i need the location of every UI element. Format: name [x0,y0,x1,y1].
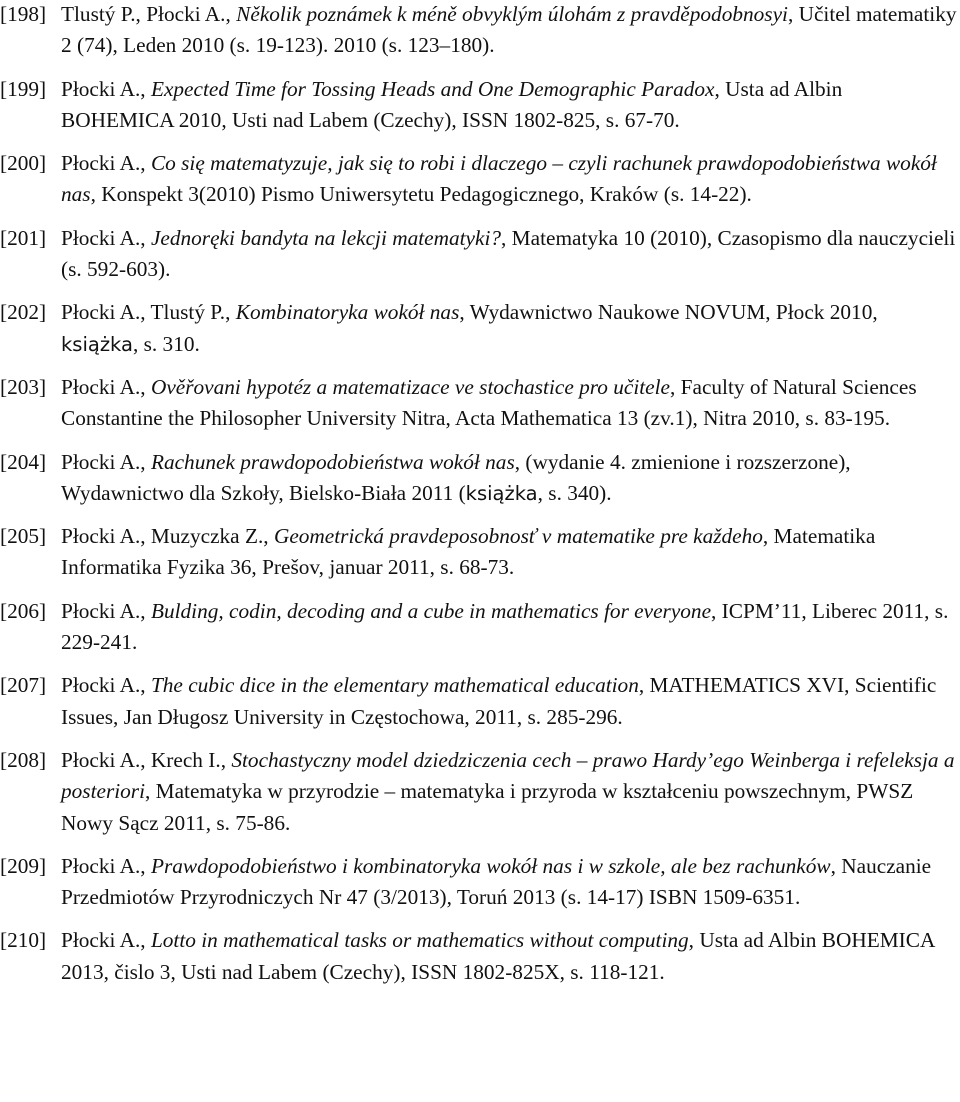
reference-details: , Wydawnictwo Naukowe NOVUM, Płock 2010, [459,300,878,325]
separator: , [140,853,151,878]
reference-title: Geometrická pravdeposobnosť v matematike pre každeho [273,524,763,549]
reference-title: Bulding, codin, decoding and a cube in mathematics for everyone [150,598,712,623]
reference-207 [0,670,960,733]
reference-authors: Tlustý P., Płocki A. [61,2,226,26]
reference-details: , Usta ad Albin BOHEMICA 2013, čislo 3, Usti nad Labem (Czechy), ISSN 1802-825X, s. 118-121. [61,928,935,984]
reference-number: [205] [0,524,47,549]
reference-202 [0,297,960,360]
reference-text [61,297,958,360]
reference-title: Co się matematyzuje, jak się to robi i dlaczego – czyli rachunek prawdopodobieństwa wokół nas [61,151,937,207]
reference-number: [206] [0,598,47,623]
reference-text [61,851,958,914]
reference-authors: Płocki A. [61,598,141,623]
reference-text [61,447,958,510]
separator: , [140,151,151,176]
separator: , [140,449,151,474]
reference-204 [0,447,960,510]
reference-details: , Konspekt 3(2010) Pismo Uniwersytetu Pedagogicznego, Kraków (s. 14-22). [90,182,752,207]
reference-number: [209] [0,853,47,878]
reference-details-end: , s. 310. [132,331,200,356]
reference-text [61,745,958,839]
reference-authors: Płocki A. [61,76,141,101]
reference-title: Stochastyczny model dziedziczenia cech – prawo Hardy’ego Weinberga i refeleksja a posteriori [61,747,955,804]
reference-book-marker: książka [465,481,538,505]
reference-details: , ICPM’11, Liberec 2011, s. 229-241. [61,598,949,655]
reference-details: , Matematika Informatika Fyzika 36, Prešov, januar 2011, s. 68-73. [61,524,876,580]
reference-title: Ověřovani hypotéz a matematizace ve stochastice pro učitele [150,374,670,399]
reference-authors: Płocki A. [61,225,141,250]
reference-authors: Płocki A., Muzyczka Z. [61,524,264,549]
separator: , [140,598,151,623]
reference-title: Prawdopodobieństwo i kombinatoryka wokół nas i w szkole, ale bez rachunków [150,853,831,878]
reference-number: [202] [0,300,47,325]
reference-number: [203] [0,374,47,399]
reference-text [61,74,958,137]
reference-authors: Płocki A. [61,151,141,176]
reference-number: [198] [0,2,47,26]
reference-authors: Płocki A. [61,374,141,399]
reference-authors: Płocki A. [61,928,141,953]
reference-text [61,223,958,286]
reference-title: Jednoręki bandyta na lekcji matematyki? [150,225,502,250]
reference-title: Rachunek prawdopodobieństwa wokół nas [150,449,515,474]
separator: , [225,300,236,325]
reference-details-end: , s. 340). [537,480,612,505]
reference-title: Expected Time for Tossing Heads and One Demographic Paradox [150,76,715,101]
reference-203 [0,372,960,435]
reference-text [61,521,958,584]
reference-text [61,925,958,988]
reference-details: , Matematyka w przyrodzie – matematyka i przyroda w kształceniu powszechnym, PWSZ Nowy Sącz 2011, s. 75-86. [61,779,914,835]
reference-details: , Učitel matematiky 2 (74), Leden 2010 (s. 19-123). 2010 (s. 123–180). [61,2,957,58]
reference-201 [0,223,960,286]
separator: , [140,928,151,953]
reference-details: , Nauczanie Przedmiotów Przyrodniczych Nr 47 (3/2013), Toruń 2013 (s. 14-17) ISBN 1509-6351. [61,853,932,910]
reference-text [61,596,958,659]
separator: , [140,225,151,250]
separator: , [140,673,151,698]
reference-title: Kombinatoryka wokół nas [235,300,460,325]
reference-authors: Płocki A., Krech I. [61,747,221,772]
reference-209 [0,851,960,914]
reference-details: , Matematyka 10 (2010), Czasopismo dla nauczycieli (s. 592-603). [61,225,956,282]
reference-number: [200] [0,151,47,176]
reference-authors: Płocki A. [61,853,141,878]
reference-206 [0,596,960,659]
reference-text [61,148,958,211]
reference-details: , (wydanie 4. zmienione i rozszerzone), Wydawnictwo dla Szkoły, Bielsko-Biała 2011 ( [61,449,851,505]
reference-details: , Faculty of Natural Sciences Constantine the Philosopher University Nitra, Acta Mathematica 13 (zv.1), Nitra 2010, s. 83-195. [61,374,917,431]
reference-198 [0,0,960,62]
reference-210 [0,925,960,988]
separator: , [220,747,232,772]
reference-number: [210] [0,928,47,953]
reference-text [61,670,958,733]
reference-title: Lotto in mathematical tasks or mathematics without computing [150,928,689,953]
separator: , [140,374,151,399]
reference-details: , MATHEMATICS XVI, Scientific Issues, Jan Długosz University in Częstochowa, 2011, s. 285-296. [61,673,937,729]
reference-authors: Płocki A. [61,449,141,474]
reference-title: The cubic dice in the elementary mathematical education [150,673,639,698]
reference-200 [0,148,960,211]
reference-details: , Usta ad Albin BOHEMICA 2010, Usti nad Labem (Czechy), ISSN 1802-825, s. 67-70. [61,76,843,132]
separator: , [263,524,274,549]
reference-number: [207] [0,673,47,698]
separator: , [225,2,237,26]
reference-title: Několik poznámek k méně obvyklým úlohám z pravděpodobnosyi [236,2,788,26]
reference-number: [201] [0,225,47,250]
reference-authors: Płocki A. [61,673,141,698]
reference-text [61,0,958,62]
reference-book-marker: książka [61,332,133,356]
reference-205 [0,521,960,584]
reference-199 [0,74,960,137]
reference-authors: Płocki A., Tlustý P. [61,300,226,325]
reference-text [61,372,958,435]
reference-number: [199] [0,76,47,101]
reference-number: [208] [0,747,47,772]
reference-number: [204] [0,449,47,474]
reference-208 [0,745,960,839]
separator: , [140,76,151,101]
